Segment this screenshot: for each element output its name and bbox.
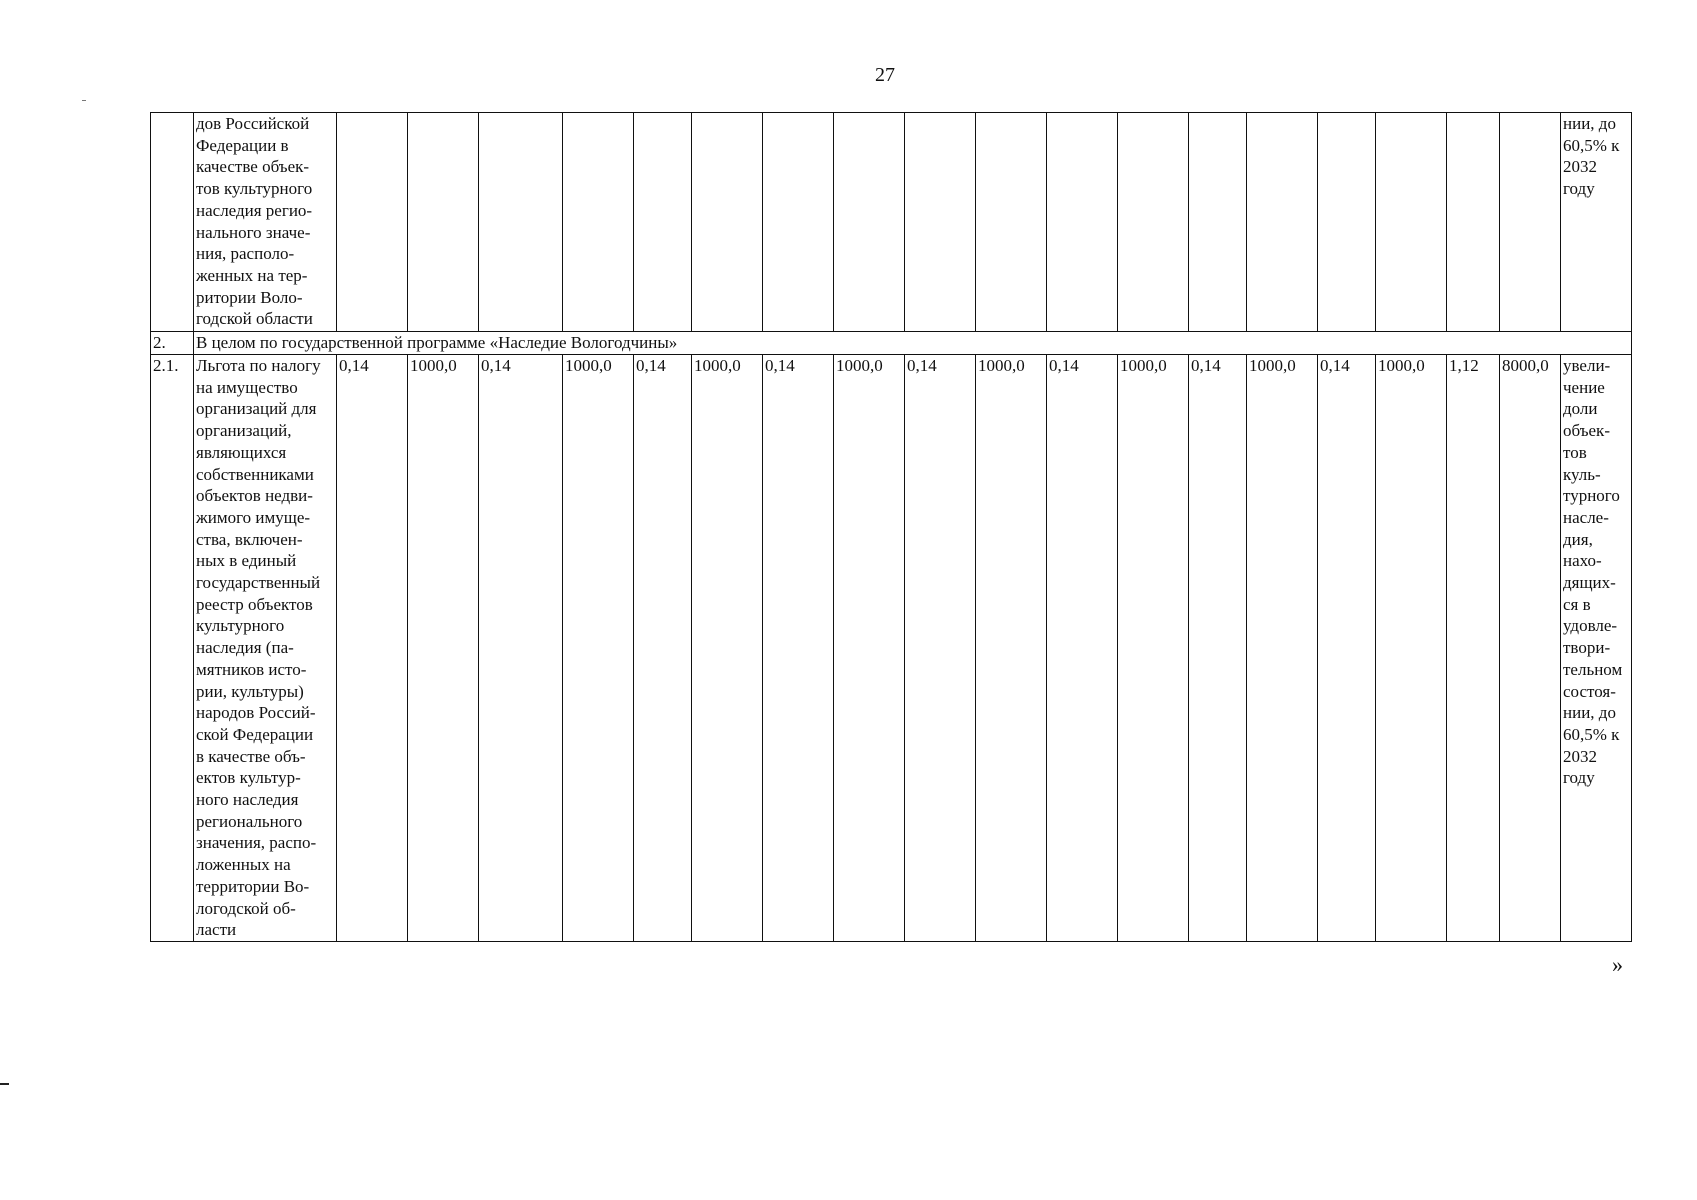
cell-value: 0,14 [905,355,976,942]
cell-value: 0,14 [1047,355,1118,942]
cell-value: 1000,0 [692,355,763,942]
cell-section-title: В целом по государственной программе «Наследие Вологодчины» [194,332,1632,355]
cell-result: увели- чение доли объек- тов куль- турного насле- дия, нахо- дящих- ся в удовле- твори- тельном состоя- нии, до 60,5% к 2032 году [1561,355,1632,942]
cell-value: 0,14 [1318,355,1376,942]
cell-name: Льгота по налогу на имущество организаций для организаций, являющихся собственниками объектов недви- жимого имуще- ства, включен- ных в единый государственный реестр объектов культурного наследия (па- мятников исто- рии, культуры) народов Россий- ской Федерации в качестве объ- ектов культур- ного наследия регионального значения, распо- ложенных на территории Во- логодской об- ласти [194,355,337,942]
cell-value: 1000,0 [976,355,1047,942]
cell-empty [1247,113,1318,332]
cell-value: 1,12 [1447,355,1500,942]
cell-empty [1189,113,1247,332]
cell-value: 1000,0 [1118,355,1189,942]
table-row-item [151,355,1632,942]
cell-value: 1000,0 [1376,355,1447,942]
cell-value: 0,14 [763,355,834,942]
cell-value: 8000,0 [1500,355,1561,942]
cell-empty [1376,113,1447,332]
closing-quote: » [1612,952,1623,977]
cell-value: 0,14 [634,355,692,942]
cell-name: дов Российской Федерации в качестве объек- тов культурного наследия регио- нального значе- ния, располо- женных на тер- ритории Воло- годской области [194,113,337,332]
cell-result: нии, до 60,5% к 2032 году [1561,113,1632,332]
cell-empty [1318,113,1376,332]
table-row-section [151,332,1632,355]
cell-empty [1047,113,1118,332]
cell-empty [1500,113,1561,332]
cell-empty [1118,113,1189,332]
cell-number: 2.1. [151,355,194,942]
table-row-continuation [151,113,1632,332]
cell-value: 0,14 [1189,355,1247,942]
program-table [150,112,1632,942]
cell-empty [563,113,634,332]
cell-value: 1000,0 [408,355,479,942]
margin-dash-mark [0,1083,9,1085]
cell-value: 0,14 [337,355,408,942]
cell-section-number: 2. [151,332,194,355]
cell-value: 1000,0 [563,355,634,942]
cell-empty [692,113,763,332]
cell-empty [905,113,976,332]
cell-empty [976,113,1047,332]
cell-value: 0,14 [479,355,563,942]
cell-value: 1000,0 [834,355,905,942]
page-number: 27 [875,64,895,86]
cell-number [151,113,194,332]
cell-empty [834,113,905,332]
margin-tick-mark [82,100,86,101]
cell-empty [337,113,408,332]
cell-empty [408,113,479,332]
cell-empty [479,113,563,332]
cell-value: 1000,0 [1247,355,1318,942]
cell-empty [763,113,834,332]
cell-empty [634,113,692,332]
cell-empty [1447,113,1500,332]
